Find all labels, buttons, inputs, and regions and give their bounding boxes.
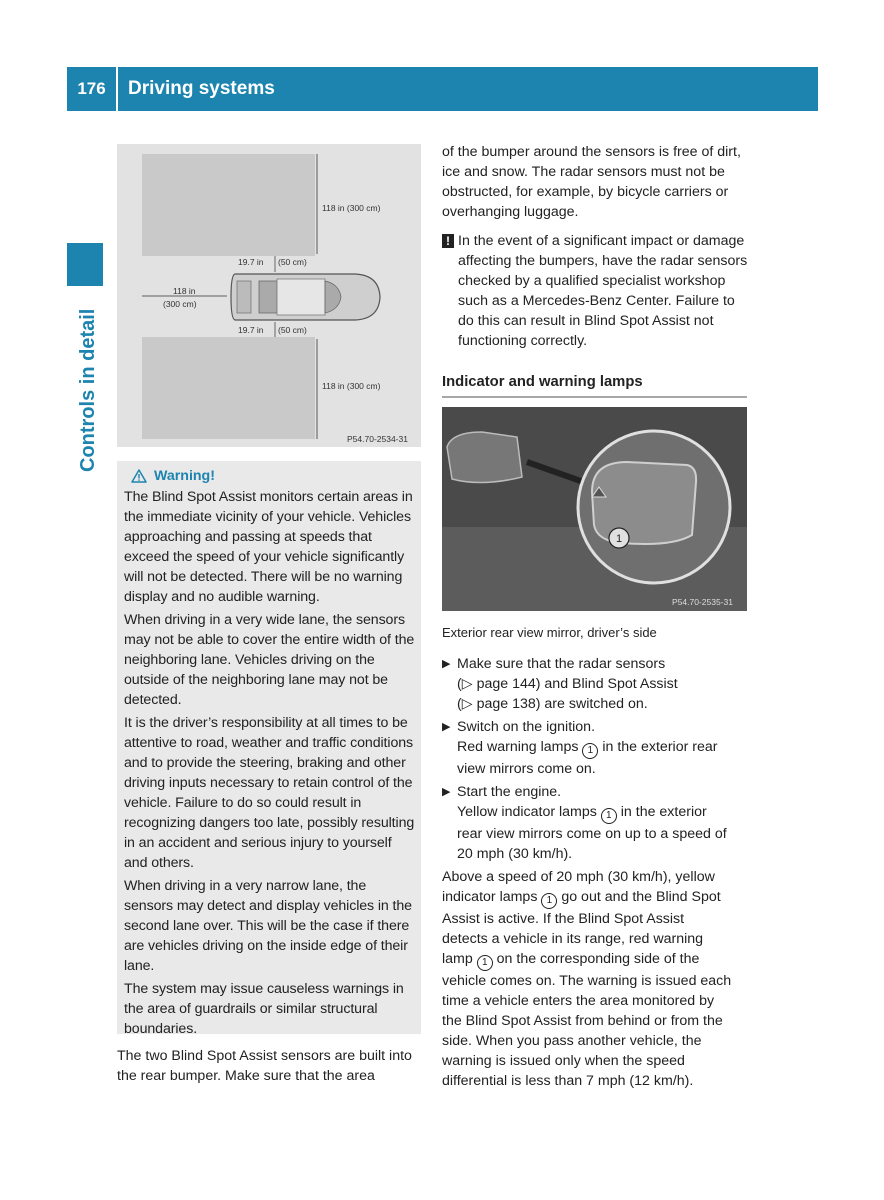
- detection-zone-top: [142, 154, 315, 256]
- warning-paragraph-1: The Blind Spot Assist monitors certain areas in the immediate vicinity of your vehicle. Vehicles approaching and passing at speeds that exceed the speed of your vehicle significantly will not be detected. There will be no warning display and no audible warning.: [124, 489, 413, 605]
- final-paragraph: [442, 867, 750, 1091]
- dim-left-label-2: (300 cm): [163, 299, 197, 309]
- warning-title-text: Warning!: [154, 468, 215, 484]
- detection-zone-bottom: [142, 337, 315, 439]
- right-column: [442, 142, 750, 1091]
- warning-paragraph-4: When driving in a very narrow lane, the sensors may detect and display vehicles in the second lane over. This will be the case if there are vehicles driving on the inside edge of their lane.: [124, 878, 412, 974]
- warning-triangle-icon: [131, 469, 147, 483]
- figure-ref: P54.70-2534-31: [347, 434, 408, 444]
- final-line-2b: go out and the Blind Spot: [561, 889, 721, 905]
- step-3-line-1: Start the engine.: [457, 784, 562, 800]
- final-line-3: Assist is active. If the Blind Spot Assist: [442, 911, 685, 927]
- dim-gap-top-b: (50 cm): [278, 257, 307, 267]
- final-line-11: differential is less than 7 mph (12 km/h).: [442, 1073, 694, 1089]
- final-line-5b: on the corresponding side of the: [496, 951, 700, 967]
- body-paragraph-sensors: The two Blind Spot Assist sensors are built into the rear bumper. Make sure that the area: [117, 1048, 412, 1084]
- section-title: Driving systems: [128, 78, 275, 99]
- final-line-8: the Blind Spot Assist from behind or from the: [442, 1013, 723, 1029]
- step-arrow-icon: ▶: [442, 786, 451, 798]
- page-header: [67, 67, 818, 111]
- warning-box: [117, 461, 421, 1037]
- car-top-view: [231, 274, 380, 320]
- final-line-10: warning is issued only when the speed: [442, 1053, 685, 1069]
- dim-bottom-label: 118 in (300 cm): [322, 381, 381, 391]
- header-separator: [116, 67, 118, 111]
- notice-icon: !: [442, 234, 454, 248]
- side-tab-label: Controls in detail: [77, 308, 99, 472]
- dim-left-label-1: 118 in: [173, 286, 196, 296]
- step-arrow-icon: ▶: [442, 658, 451, 670]
- callout-1-icon: 1: [477, 955, 493, 971]
- final-line-5a: lamp: [442, 951, 473, 967]
- step-3: [442, 782, 750, 864]
- final-line-2a: indicator lamps: [442, 889, 538, 905]
- warning-title: [131, 465, 415, 487]
- step-2-text-a: Red warning lamps: [457, 739, 579, 755]
- dim-gap-top-a: 19.7 in: [238, 257, 264, 267]
- final-line-9: side. When you pass another vehicle, the: [442, 1033, 702, 1049]
- figure-caption: Exterior rear view mirror, driver’s side: [442, 625, 657, 640]
- step-3-text-d: 20 mph (30 km/h).: [457, 846, 573, 862]
- figure2-ref: P54.70-2535-31: [672, 597, 733, 607]
- step-2-text-c: view mirrors come on.: [457, 761, 596, 777]
- page-number: 176: [77, 79, 106, 98]
- step-3-text-c: rear view mirrors come on up to a speed of: [457, 826, 727, 842]
- step-arrow-icon: ▶: [442, 721, 451, 733]
- callout-1-icon: 1: [582, 743, 598, 759]
- step-1-line-1: Make sure that the radar sensors: [457, 656, 666, 672]
- callout-1-label: 1: [615, 533, 623, 545]
- notice-text: In the event of a significant impact or damage affecting the bumpers, have the radar sensors checked by a qualified specialist workshop such as a Mercedes-Benz Center. Failure to do this can result in Blind Spot Assist not functioning correctly.: [458, 233, 748, 349]
- callout-1-icon: 1: [541, 893, 557, 909]
- mirror-small: [447, 432, 522, 483]
- step-2-line-1: Switch on the ignition.: [457, 719, 596, 735]
- step-2-text-b: in the exterior rear: [602, 739, 718, 755]
- step-1: [442, 654, 750, 714]
- body-paragraph-bumper: of the bumper around the sensors is free of dirt, ice and snow. The radar sensors must not be obstructed, for example, by bicycle carriers or overhanging luggage.: [442, 144, 741, 220]
- dim-gap-bottom-b: (50 cm): [278, 325, 307, 335]
- warning-paragraph-5: The system may issue causeless warnings in the area of guardrails or similar structural boundaries.: [124, 981, 404, 1037]
- dim-top-label: 118 in (300 cm): [322, 203, 381, 213]
- step-1-line-2: (▷ page 144) and Blind Spot Assist: [457, 676, 678, 692]
- sensor-range-diagram: [117, 144, 421, 447]
- final-line-4: detects a vehicle in its range, red warning: [442, 931, 704, 947]
- notice-block: [442, 231, 750, 351]
- warning-paragraph-2: When driving in a very wide lane, the sensors may not be able to cover the entire width of the neighboring lane. Vehicles driving on the outside of the neighboring lane may not be detected.: [124, 612, 415, 708]
- dim-gap-bottom-a: 19.7 in: [238, 325, 264, 335]
- step-2: [442, 717, 750, 779]
- step-1-line-3: (▷ page 138) are switched on.: [457, 696, 648, 712]
- callout-1-icon: 1: [601, 808, 617, 824]
- mirror-figure: [442, 407, 747, 611]
- final-line-6: vehicle comes on. The warning is issued each: [442, 973, 732, 989]
- final-line-1: Above a speed of 20 mph (30 km/h), yellow: [442, 869, 715, 885]
- final-line-7: time a vehicle enters the area monitored by: [442, 993, 715, 1009]
- step-3-text-b: in the exterior: [620, 804, 707, 820]
- warning-paragraph-3: It is the driver’s responsibility at all times to be attentive to road, weather and traffic conditions and to provide the steering, braking and other driving inputs necessary to retain control of the vehicle. Failure to do so could result in recognizing dangers too late, possibly resulting in an accident and serious injury to yourself and others.: [124, 715, 415, 871]
- step-3-text-a: Yellow indicator lamps: [457, 804, 597, 820]
- subsection-heading: Indicator and warning lamps: [442, 372, 747, 398]
